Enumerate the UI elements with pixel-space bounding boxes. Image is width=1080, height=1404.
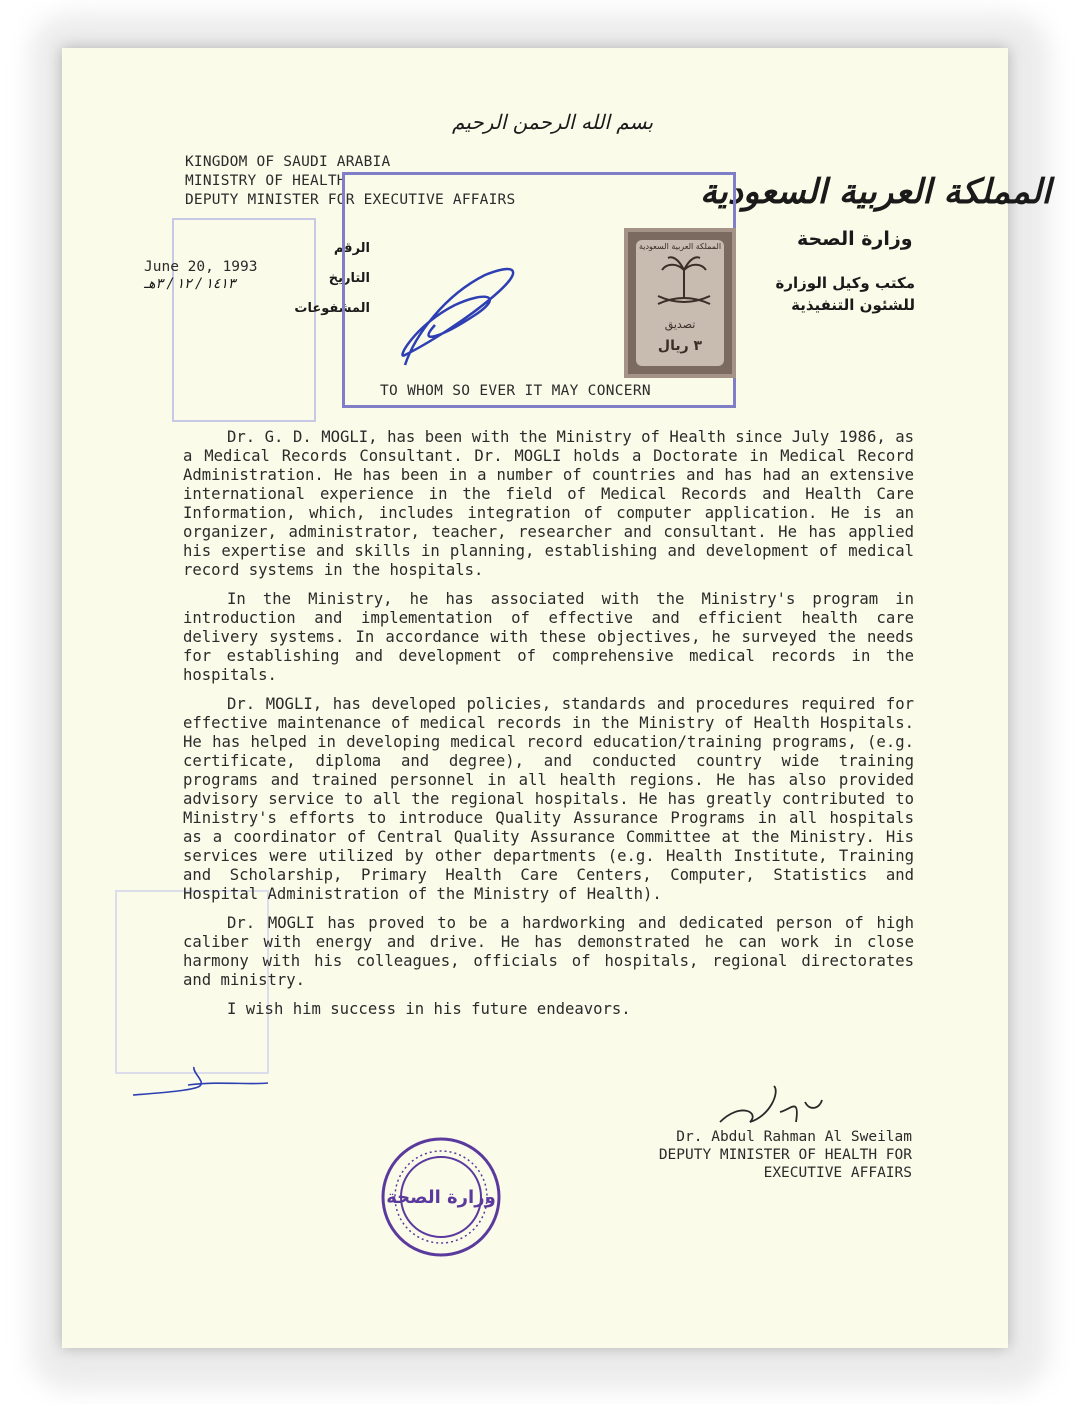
letterhead-arabic-ministry: وزارة الصحة (797, 228, 913, 250)
letterhead-line: KINGDOM OF SAUDI ARABIA (185, 154, 391, 170)
paragraph: Dr. MOGLI has proved to be a hardworking and dedicated person of high caliber with energy and drive. He has demonstrated he can work in close harmony with his colleagues, officials of hospitals, regional directorates and ministry. (183, 914, 914, 989)
paragraph: In the Ministry, he has associated with the Ministry's program in introduction and implementation of effective and efficient health care delivery systems. In accordance with these objectives, he surveyed the needs for establishing and development of comprehensive medical records in the hospitals. (183, 590, 914, 684)
letterhead-arabic-kingdom: المملكة العربية السعودية (700, 172, 1051, 212)
number-label: الرقم (333, 241, 370, 256)
paragraph: I wish him success in his future endeavors. (227, 1000, 631, 1018)
signatory-title: EXECUTIVE AFFAIRS (763, 1165, 912, 1181)
ministry-seal-icon (377, 1133, 505, 1261)
letter-body (183, 428, 914, 1029)
date-gregorian: June 20, 1993 (144, 259, 258, 275)
signatory-block (560, 1128, 912, 1182)
letterhead-line: MINISTRY OF HEALTH (185, 173, 346, 189)
palm-swords-emblem-icon (636, 252, 732, 322)
basmala: بسم الله الرحمن الرحيم (452, 110, 654, 134)
paragraph: Dr. G. D. MOGLI, has been with the Ministry of Health since July 1986, as a Medical Records Consultant. Dr. MOGLI holds a Doctorate in Medical Record Administration. He has been in a number of countries and has had an extensive international experience in the field of Medical Records and Health Care Information, which, includes integration of computer application. He is an organizer, administrator, teacher, researcher and consultant. He has applied his expertise and skills in planning, establishing and development of medical record systems in the hospitals. (183, 428, 914, 579)
blue-pen-signature-icon (385, 255, 535, 375)
revenue-stamp (624, 228, 736, 378)
revenue-stamp-title: المملكة العربية السعودية (638, 242, 722, 251)
letter-heading: TO WHOM SO EVER IT MAY CONCERN (380, 383, 651, 399)
signatory-name: Dr. Abdul Rahman Al Sweilam (676, 1129, 912, 1145)
date-label: التاريخ (328, 271, 370, 286)
attachments-label: المشفوعات (294, 301, 370, 316)
revenue-stamp-word: تصديق (664, 318, 696, 331)
letterhead-line: DEPUTY MINISTER FOR EXECUTIVE AFFAIRS (185, 192, 516, 208)
date-hijri: ١٤١٣ / ١٢ / ٣هـ (144, 276, 236, 292)
paragraph: Dr. MOGLI, has developed policies, standards and procedures required for effective maintenance of medical records in the Ministry of Health Hospitals. He has helped in developing medical record education/training programs, (e.g. certificate, diploma and degree), and conducted country wide training programs and trained personnel in all health regions. He has also provided advisory service to all the regional hospitals. He has greatly contributed to Ministry's efforts to introduce Quality Assurance Programs in all hospitals as a coordinator of Central Quality Assurance Committee at the Ministry. His services were utilized by other departments (e.g. Health Institute, Training and Scholarship, Primary Health Care Centers, Computer, Statistics and Hospital Administration of the Ministry of Health). (183, 695, 914, 903)
letterhead-arabic-office: مكتب وكيل الوزارة للشئون التنفيذية (775, 274, 915, 314)
initial-mark-icon (128, 1063, 278, 1103)
handwritten-signature-icon (710, 1082, 830, 1132)
seal-text: وزارة الصحة (386, 1187, 496, 1208)
revenue-stamp-value: ٣ ريال (657, 338, 703, 354)
signatory-title: DEPUTY MINISTER OF HEALTH FOR (658, 1147, 912, 1163)
revenue-stamp-body (636, 240, 724, 366)
